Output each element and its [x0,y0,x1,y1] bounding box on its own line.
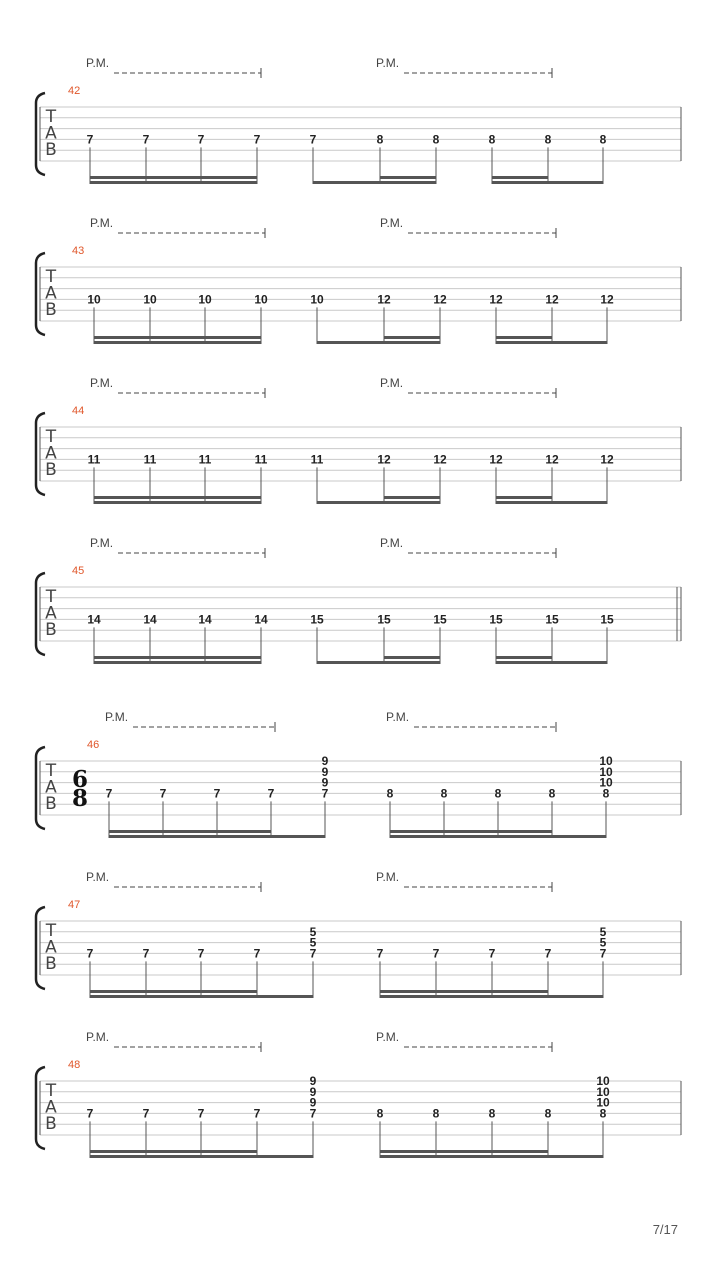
fret-number: 7 [197,946,205,961]
tab-clef-letter: T [45,587,57,607]
secondary-beam [94,336,261,339]
fret-number: 8 [440,786,448,801]
secondary-beam [492,176,548,179]
fret-number: 8 [544,1106,552,1121]
secondary-beam [380,1150,548,1153]
tab-system [36,216,681,344]
primary-beam [94,501,261,504]
tab-clef-letter: T [45,1081,57,1101]
palm-mute-label: P.M. [86,56,110,70]
fret-number: 7 [253,1106,261,1121]
fret-number: 9 [321,764,329,779]
palm-mute-marking [90,216,265,238]
note [310,132,317,184]
palm-mute-marking [90,536,265,558]
fret-number: 10 [198,292,212,307]
note [600,292,614,344]
fret-number: 14 [198,612,212,627]
primary-beam [380,1155,603,1158]
note [311,452,324,504]
fret-number: 12 [433,292,447,307]
fret-number: 11 [310,452,324,467]
fret-number: 9 [321,775,329,790]
fret-number: 10 [596,1074,610,1088]
time-signature-denominator: 8 [71,785,89,812]
fret-number: 12 [600,292,614,307]
fret-number: 8 [548,786,556,801]
fret-number: 11 [143,452,157,467]
tab-system [36,710,681,838]
tab-clef-letter: T [45,267,57,287]
palm-mute-marking [105,710,275,732]
palm-mute-label: P.M. [380,536,404,550]
palm-mute-marking [376,56,552,78]
measure-number: 46 [87,739,100,751]
fret-number: 14 [254,612,268,627]
fret-number: 9 [321,754,329,768]
palm-mute-label: P.M. [90,216,114,230]
fret-number: 8 [599,1106,607,1121]
fret-number: 10 [599,775,613,790]
palm-mute-label: P.M. [376,56,400,70]
palm-mute-marking [86,1030,261,1052]
tab-clef-letter: A [45,603,57,624]
measure-number: 45 [72,565,85,577]
secondary-beam [496,336,552,339]
tab-clef-letter: B [45,140,57,160]
page-number: 7/17 [652,1222,678,1237]
fret-number: 8 [602,786,610,801]
palm-mute-label: P.M. [90,536,114,550]
fret-number: 8 [488,1106,496,1121]
tab-clef-letter: B [45,954,57,974]
secondary-beam [90,1150,257,1153]
secondary-beam [109,830,271,833]
primary-beam [90,181,257,184]
palm-mute-marking [380,376,556,398]
primary-beam [496,341,607,344]
note [310,612,324,664]
fret-number: 9 [309,1095,317,1110]
fret-number: 9 [309,1084,317,1099]
fret-number: 7 [105,786,113,801]
fret-number: 7 [159,786,167,801]
fret-number: 7 [432,946,440,961]
fret-number: 10 [599,764,613,779]
tab-clef-letter: A [45,443,57,464]
primary-beam [313,181,436,184]
tab-system [36,870,681,998]
palm-mute-marking [376,1030,552,1052]
secondary-beam [94,496,261,499]
fret-number: 11 [87,452,101,467]
chord [599,754,613,838]
fret-number: 8 [599,132,607,147]
tab-clef-letter: A [45,283,57,304]
secondary-beam [384,336,440,339]
primary-beam [317,501,440,504]
note [310,292,324,344]
tab-clef-letter: T [45,107,57,127]
tab-system [36,56,681,184]
fret-number: 5 [599,935,607,950]
palm-mute-label: P.M. [376,1030,400,1044]
tab-clef-letter: B [45,460,57,480]
secondary-beam [94,656,261,659]
fret-number: 8 [432,132,440,147]
beam-group [94,496,261,504]
secondary-beam [384,656,440,659]
fret-number: 15 [377,612,391,627]
palm-mute-label: P.M. [376,870,400,884]
beam-group [317,496,440,504]
palm-mute-marking [386,710,556,732]
primary-beam [109,835,325,838]
fret-number: 7 [197,1106,205,1121]
tab-system [36,536,681,664]
fret-number: 15 [310,612,324,627]
beam-group [317,336,440,344]
fret-number: 7 [213,786,221,801]
fret-number: 7 [309,1106,317,1121]
palm-mute-label: P.M. [86,1030,110,1044]
fret-number: 10 [254,292,268,307]
palm-mute-label: P.M. [90,376,114,390]
tab-clef-letter: B [45,620,57,640]
fret-number: 7 [253,132,261,147]
fret-number: 12 [600,452,614,467]
fret-number: 5 [309,924,317,939]
primary-beam [317,341,440,344]
beam-group [94,656,261,664]
fret-number: 10 [87,292,101,307]
fret-number: 10 [599,754,613,768]
tab-clef-letter: B [45,1114,57,1134]
fret-number: 15 [600,612,614,627]
tab-clef-letter: T [45,761,57,781]
chord [596,1074,610,1158]
fret-number: 8 [494,786,502,801]
fret-number: 7 [142,132,150,147]
tab-clef-letter: A [45,777,57,798]
fret-number: 14 [143,612,157,627]
palm-mute-label: P.M. [105,710,129,724]
palm-mute-marking [86,870,261,892]
palm-mute-label: P.M. [380,216,404,230]
tab-clef-letter: B [45,300,57,320]
palm-mute-marking [86,56,261,78]
palm-mute-marking [90,376,265,398]
fret-number: 7 [86,946,94,961]
fret-number: 10 [310,292,324,307]
fret-number: 12 [377,292,391,307]
fret-number: 5 [599,924,607,939]
primary-beam [90,1155,313,1158]
fret-number: 7 [309,132,317,147]
secondary-beam [496,496,552,499]
primary-beam [496,501,607,504]
secondary-beam [380,176,436,179]
fret-number: 7 [321,786,329,801]
fret-number: 8 [488,132,496,147]
fret-number: 7 [599,946,607,961]
beam-group [94,336,261,344]
chord [310,925,317,998]
fret-number: 15 [545,612,559,627]
measure-number: 42 [68,85,81,97]
primary-beam [317,661,440,664]
primary-beam [380,995,603,998]
fret-number: 9 [309,1074,317,1088]
primary-beam [496,661,607,664]
fret-number: 7 [142,1106,150,1121]
fret-number: 11 [254,452,268,467]
measure-number: 48 [68,1059,81,1071]
fret-number: 12 [489,452,503,467]
fret-number: 12 [545,452,559,467]
beam-group [317,656,440,664]
tab-system [36,376,681,504]
primary-beam [492,181,603,184]
secondary-beam [496,656,552,659]
tab-clef-letter: T [45,921,57,941]
fret-number: 7 [142,946,150,961]
primary-beam [94,341,261,344]
palm-mute-marking [380,536,556,558]
measure-number: 47 [68,899,81,911]
primary-beam [94,661,261,664]
fret-number: 15 [489,612,503,627]
secondary-beam [90,990,257,993]
fret-number: 7 [86,1106,94,1121]
fret-number: 7 [309,946,317,961]
measure-number: 44 [72,405,85,417]
fret-number: 7 [544,946,552,961]
chord [322,754,329,838]
primary-beam [90,995,313,998]
fret-number: 7 [197,132,205,147]
fret-number: 12 [433,452,447,467]
fret-number: 12 [377,452,391,467]
palm-mute-marking [380,216,556,238]
tab-system [36,1030,681,1158]
fret-number: 8 [376,132,384,147]
secondary-beam [384,496,440,499]
fret-number: 12 [545,292,559,307]
fret-number: 7 [267,786,275,801]
measure-number: 43 [72,245,85,257]
fret-number: 10 [596,1084,610,1099]
fret-number: 10 [143,292,157,307]
secondary-beam [90,176,257,179]
note [600,452,614,504]
fret-number: 7 [488,946,496,961]
tab-clef-letter: A [45,937,57,958]
tab-clef-letter: B [45,794,57,814]
fret-number: 12 [489,292,503,307]
fret-number: 8 [386,786,394,801]
fret-number: 7 [376,946,384,961]
palm-mute-label: P.M. [86,870,110,884]
tab-clef-letter: T [45,427,57,447]
tab-clef-letter: A [45,1097,57,1118]
fret-number: 10 [596,1095,610,1110]
fret-number: 15 [433,612,447,627]
beam-group [313,176,436,184]
secondary-beam [390,830,552,833]
primary-beam [390,835,606,838]
fret-number: 14 [87,612,101,627]
note [600,612,614,664]
note [600,132,607,184]
fret-number: 7 [253,946,261,961]
fret-number: 5 [309,935,317,950]
tab-clef-letter: A [45,123,57,144]
chord [600,925,607,998]
palm-mute-label: P.M. [380,376,404,390]
time-signature-numerator: 6 [71,766,89,793]
beam-group [90,176,257,184]
secondary-beam [380,990,548,993]
fret-number: 8 [376,1106,384,1121]
chord [310,1074,317,1158]
fret-number: 7 [86,132,94,147]
fret-number: 11 [198,452,212,467]
fret-number: 8 [544,132,552,147]
fret-number: 8 [432,1106,440,1121]
palm-mute-label: P.M. [386,710,410,724]
palm-mute-marking [376,870,552,892]
